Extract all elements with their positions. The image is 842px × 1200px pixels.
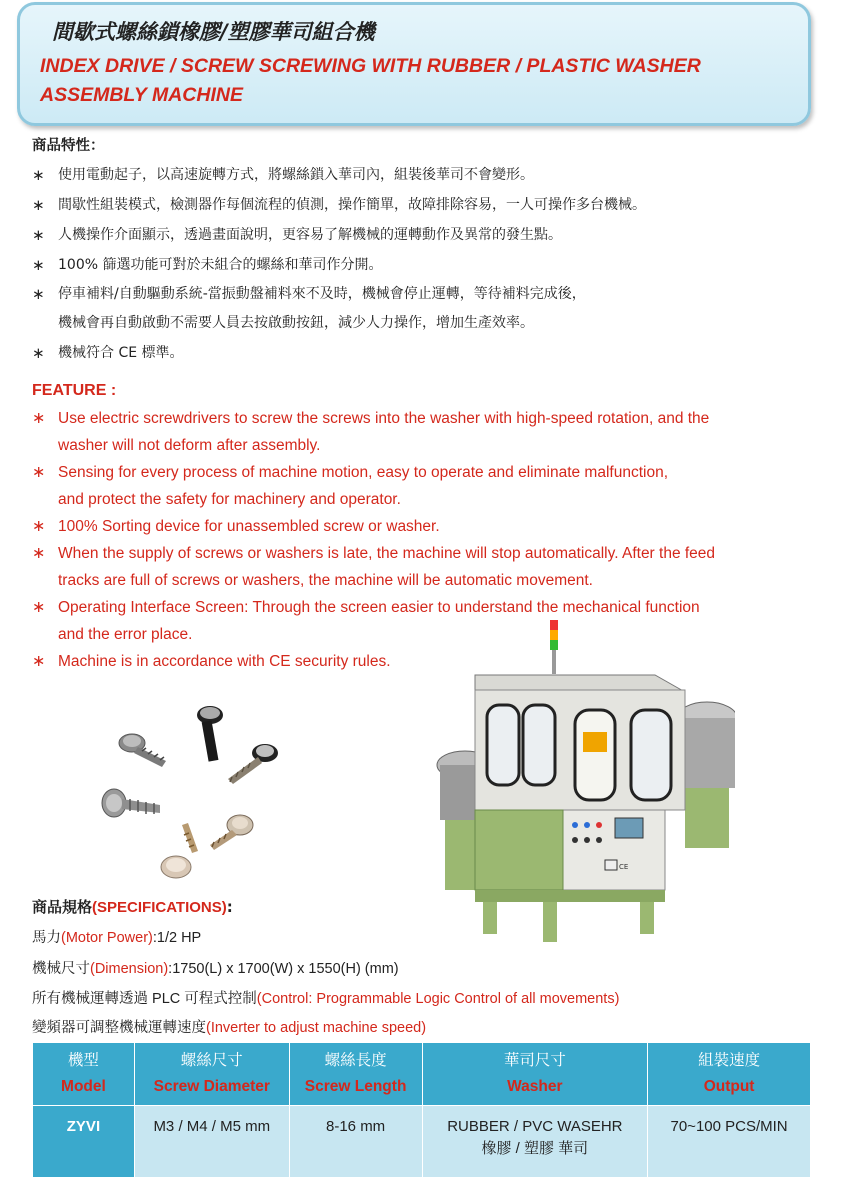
- bullet-star: ∗: [32, 599, 46, 616]
- cell-output: 70~100 PCS/MIN: [648, 1106, 811, 1178]
- bullet-star: ∗: [32, 166, 45, 184]
- feature-en-item: ∗ When the supply of screws or washers is late, the machine will stop automatically. After the feed: [32, 540, 822, 567]
- title-chinese: 間歇式螺絲鎖橡膠/塑膠華司組合機: [52, 20, 375, 44]
- header-model: 機型 Model: [33, 1043, 135, 1106]
- spec-dimension: 機械尺寸(Dimension):1750(L) x 1700(W) x 1550(H) (mm): [32, 961, 399, 977]
- features-en-heading: FEATURE :: [32, 382, 117, 399]
- signal-light-green: [550, 640, 558, 650]
- screws-photo: [100, 695, 320, 895]
- bullet-star: ∗: [32, 518, 46, 535]
- machine-photo: [435, 620, 735, 945]
- screwdriver-unit: [583, 732, 607, 752]
- feature-en-item-continued: and protect the safety for machinery and operator.: [58, 491, 401, 508]
- feature-en-item: ∗ 100% Sorting device for unassembled screw or washer.: [32, 513, 822, 540]
- feature-cn-item: ∗ 機械符合 CE 標準。: [32, 338, 822, 368]
- title-english-line2: ASSEMBLY MACHINE: [40, 84, 243, 106]
- signal-light-yellow: [550, 630, 558, 640]
- feature-cn-item: ∗ 間歇性組裝模式，檢測器作每個流程的偵測，操作簡單，故障排除容易，一人可操作多台機械。: [32, 190, 822, 220]
- feature-cn-item: ∗ 使用電動起子，以高速旋轉方式，將螺絲鎖入華司內，組裝後華司不會變形。: [32, 160, 822, 190]
- signal-light-red: [550, 620, 558, 630]
- spec-control: 所有機械運轉透過 PLC 可程式控制(Control: Programmable Logic Control of all movements): [32, 991, 620, 1007]
- cell-model: ZYVI: [33, 1106, 135, 1178]
- cell-washer: RUBBER / PVC WASEHR 橡膠 / 塑膠 華司: [422, 1106, 648, 1178]
- header-screw-length: 螺絲長度 Screw Length: [289, 1043, 422, 1106]
- feature-en-item-continued: tracks are full of screws or washers, the machine will be automatic movement.: [58, 572, 593, 589]
- screw-6: [210, 815, 253, 850]
- spec-inverter: 變頻器可調整機械運轉速度(Inverter to adjust machine speed): [32, 1020, 427, 1036]
- feature-cn-item: ∗ 人機操作介面顯示，透過畫面說明，更容易了解機械的運轉動作及異常的發生點。: [32, 220, 822, 250]
- bullet-star: ∗: [32, 545, 46, 562]
- feature-en-item: ∗ Use electric screwdrivers to screw the screws into the washer with high-speed rotation, and the: [32, 405, 822, 432]
- screw-4: [102, 789, 160, 817]
- spec-motor-power: 馬力(Motor Power):1/2 HP: [32, 930, 202, 946]
- ce-mark: CE: [619, 863, 629, 871]
- title-english: [40, 52, 800, 110]
- features-cn-list: [32, 160, 822, 368]
- feature-en-item: ∗ Operating Interface Screen: Through the screen easier to understand the mechanical function: [32, 594, 822, 621]
- hmi-screen: [615, 818, 643, 838]
- machine-window: [575, 710, 615, 800]
- header-screw-diameter: 螺絲尺寸 Screw Diameter: [134, 1043, 289, 1106]
- bullet-star: ∗: [32, 464, 46, 481]
- spec-table: [32, 1042, 811, 1178]
- screw-2: [197, 706, 223, 762]
- bullet-star: ∗: [32, 256, 45, 274]
- feature-en-item: ∗ Sensing for every process of machine motion, easy to operate and eliminate malfunction,: [32, 459, 822, 486]
- bullet-star: ∗: [32, 344, 45, 362]
- screw-1: [119, 734, 166, 767]
- features-cn-heading: 商品特性：: [32, 138, 105, 154]
- bullet-star: ∗: [32, 285, 45, 303]
- title-english-line1: INDEX DRIVE / SCREW SCREWING WITH RUBBER / PLASTIC WASHER: [40, 55, 701, 77]
- feature-cn-item-continued: 機械會再自動啟動不需要人員去按啟動按鈕，減少人力操作，增加生產效率。: [58, 315, 534, 331]
- bullet-star: ∗: [32, 196, 45, 214]
- feature-cn-item: ∗ 100% 篩選功能可對於未組合的螺絲和華司作分開。: [32, 250, 822, 280]
- bullet-star: ∗: [32, 410, 46, 427]
- header-output: 組裝速度 Output: [648, 1043, 811, 1106]
- machine-window: [523, 705, 555, 785]
- feature-en-item-continued: washer will not deform after assembly.: [58, 437, 321, 454]
- feature-en-item: ∗ Machine is in accordance with CE security rules.: [32, 648, 822, 675]
- feature-en-item-continued: and the error place.: [58, 626, 193, 643]
- machine-window: [631, 710, 671, 800]
- header-washer: 華司尺寸 Washer: [422, 1043, 648, 1106]
- screw-5: [161, 823, 198, 878]
- screw-3: [228, 744, 278, 784]
- cell-screw-diameter: M3 / M4 / M5 mm: [134, 1106, 289, 1178]
- bullet-star: ∗: [32, 226, 45, 244]
- bullet-star: ∗: [32, 653, 46, 670]
- cell-screw-length: 8-16 mm: [289, 1106, 422, 1178]
- specs-heading: 商品規格(SPECIFICATIONS):: [32, 898, 233, 916]
- machine-window: [487, 705, 519, 785]
- table-header-row: [33, 1043, 811, 1106]
- feature-cn-item: ∗ 停車補料/自動驅動系統-當振動盤補料來不及時，機械會停止運轉，等待補料完成後，: [32, 280, 822, 309]
- table-row: [33, 1106, 811, 1178]
